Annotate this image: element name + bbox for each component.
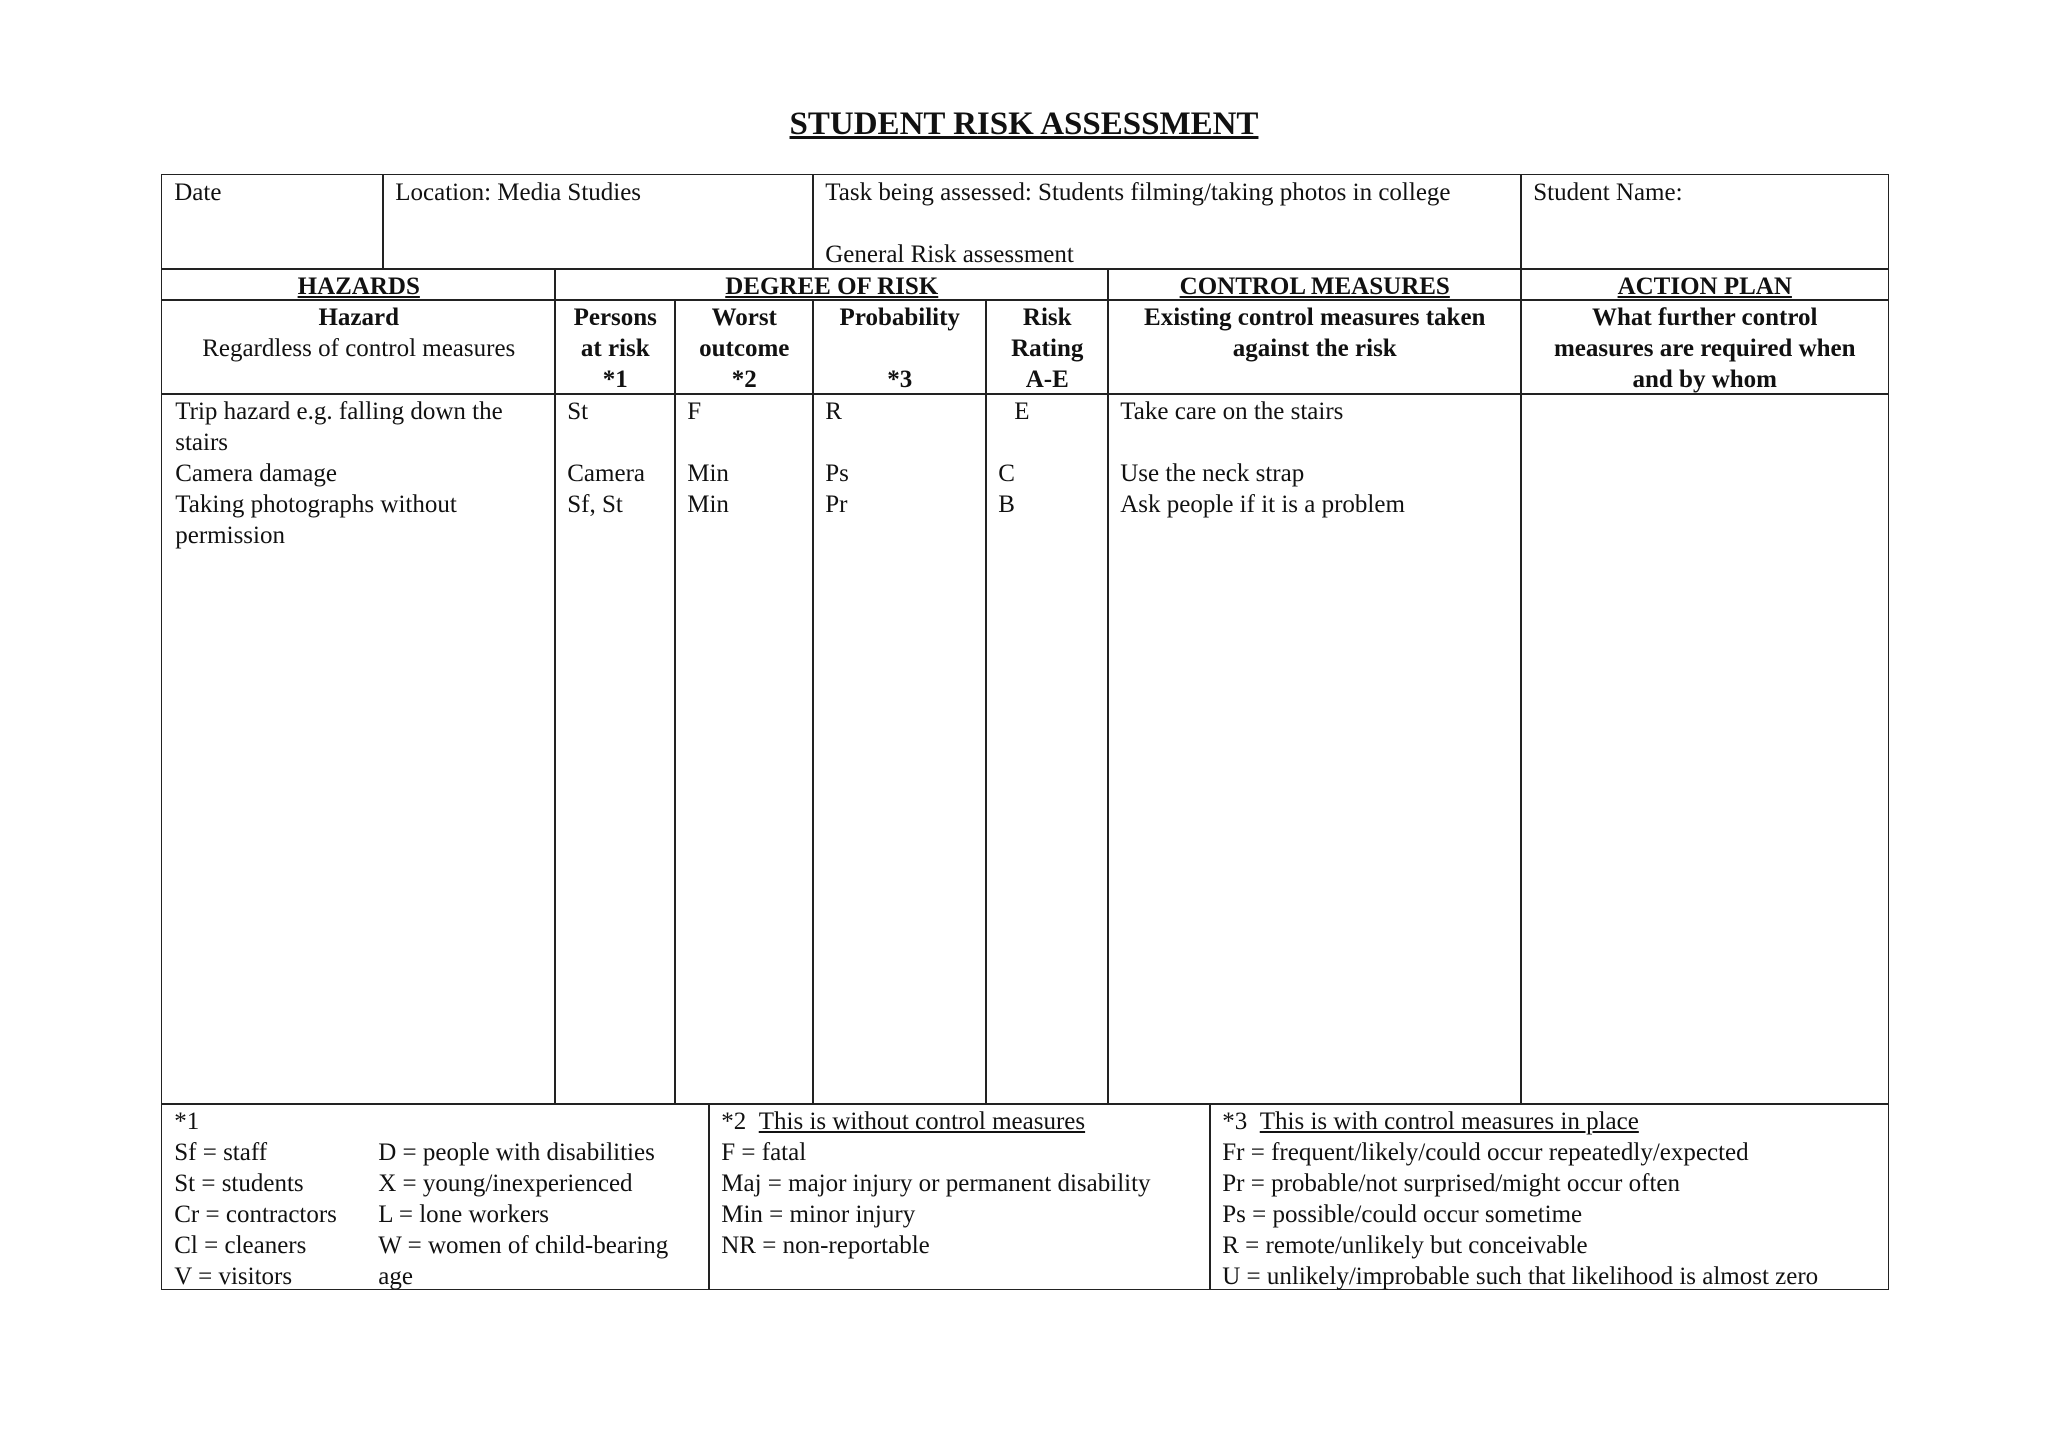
col-hazard-sub: Regardless of control measures: [202, 335, 516, 363]
legend1-value: W = women of child-bearing: [378, 1232, 669, 1260]
col-hazard-title: Hazard: [318, 304, 400, 332]
page-title: STUDENT RISK ASSESSMENT: [789, 106, 1259, 142]
student-name-cell: [1520, 174, 1889, 270]
legend3-item: U = unlikely/improbable such that likelihood is almost zero: [1222, 1263, 1819, 1291]
worst-row-1: F: [687, 398, 702, 426]
legend-persons: [161, 1103, 710, 1290]
control-row-1: Take care on the stairs: [1120, 398, 1344, 426]
body-rating: [985, 393, 1109, 1105]
col-worst-2: outcome: [699, 335, 790, 363]
general-label: General Risk assessment: [825, 241, 1074, 269]
col-persons-3: *1: [602, 366, 628, 394]
section-degree: [554, 268, 1109, 301]
col-prob-1: Probability: [839, 304, 960, 332]
body-worst: [674, 393, 814, 1105]
section-hazards-label: HAZARDS: [297, 273, 420, 301]
legend1-key: Sf = staff: [174, 1139, 268, 1167]
legend2-num: *2: [721, 1108, 747, 1136]
body-control: [1107, 393, 1522, 1105]
legend1-key: Cr = contractors: [174, 1201, 337, 1229]
body-probability: [812, 393, 987, 1105]
col-worst-1: Worst: [711, 304, 777, 332]
legend1-value: X = young/inexperienced: [378, 1170, 633, 1198]
legend3-head: This is with control measures in place: [1259, 1108, 1639, 1136]
legend1-key: Cl = cleaners: [174, 1232, 307, 1260]
section-control: [1107, 268, 1522, 301]
legend1-item: [174, 1230, 697, 1261]
prob-row-2: Ps: [825, 460, 849, 488]
legend1-value: age: [378, 1263, 413, 1291]
legend1-key: V = visitors: [174, 1263, 293, 1291]
legend3-item: Pr = probable/not surprised/might occur often: [1222, 1170, 1681, 1198]
prob-row-3: Pr: [825, 491, 848, 519]
legend3-item: R = remote/unlikely but conceivable: [1222, 1232, 1588, 1260]
legend1-item: [174, 1137, 697, 1168]
col-further-label: What further control measures are required when and by whom: [1553, 304, 1856, 394]
prob-row-1: R: [825, 398, 842, 426]
legend-outcome: [708, 1103, 1211, 1290]
legend2-head-line: [721, 1106, 1198, 1137]
section-degree-label: DEGREE OF RISK: [725, 273, 939, 301]
worst-row-3: Min: [687, 491, 729, 519]
col-rating: [985, 299, 1109, 395]
rating-row-2: C: [998, 460, 1015, 488]
task-cell: [812, 174, 1522, 270]
legend1-head: *1: [174, 1108, 200, 1136]
col-prob-3: *3: [887, 366, 913, 394]
student-name-label: Student Name:: [1533, 179, 1683, 207]
location-label: Location: Media Studies: [395, 179, 642, 207]
col-hazard: [161, 299, 556, 395]
col-existing: [1107, 299, 1522, 395]
section-action: [1520, 268, 1889, 301]
col-further: [1520, 299, 1889, 395]
legend2-item: Maj = major injury or permanent disability: [721, 1170, 1151, 1198]
hazard-row-3: Taking photographs without permission: [175, 491, 457, 550]
col-persons-1: Persons: [573, 304, 657, 332]
risk-assessment-form: [162, 175, 1890, 1291]
section-action-label: ACTION PLAN: [1617, 273, 1792, 301]
date-cell: [161, 174, 384, 270]
legend1-value: D = people with disabilities: [378, 1139, 655, 1167]
legend3-num: *3: [1222, 1108, 1248, 1136]
legend2-item: NR = non-reportable: [721, 1232, 930, 1260]
persons-row-3: Sf, St: [567, 491, 623, 519]
worst-row-2: Min: [687, 460, 729, 488]
legend1-item: [174, 1261, 697, 1292]
hazard-row-1: Trip hazard e.g. falling down the stairs: [175, 398, 503, 457]
location-cell: [382, 174, 814, 270]
body-action-plan: [1520, 393, 1889, 1105]
rating-row-1: E: [1014, 398, 1030, 426]
section-hazards: [161, 268, 556, 301]
legend3-item: Fr = frequent/likely/could occur repeatedly/expected: [1222, 1139, 1749, 1167]
col-persons: [554, 299, 676, 395]
col-persons-2: at risk: [580, 335, 650, 363]
legend1-item: [174, 1168, 697, 1199]
body-hazards: [161, 393, 556, 1105]
legend1-value: L = lone workers: [378, 1201, 550, 1229]
legend-probability: [1209, 1103, 1889, 1290]
task-label: Task being assessed: Students filming/taking photos in college: [825, 179, 1451, 207]
persons-row-2: Camera: [567, 460, 645, 488]
col-rating-1: Risk: [1022, 304, 1072, 332]
col-rating-2: Rating: [1011, 335, 1084, 363]
col-probability: [812, 299, 987, 395]
legend3-head-line: [1222, 1106, 1876, 1137]
col-existing-label: Existing control measures taken against the risk: [1144, 304, 1486, 363]
date-label: Date: [174, 179, 222, 207]
legend2-item: F = fatal: [721, 1139, 807, 1167]
col-worst-3: *2: [731, 366, 757, 394]
col-rating-3: A-E: [1025, 366, 1069, 394]
hazard-row-2: Camera damage: [175, 460, 337, 488]
col-worst: [674, 299, 814, 395]
persons-row-1: St: [567, 398, 589, 426]
rating-row-3: B: [998, 491, 1015, 519]
legend1-key: St = students: [174, 1170, 304, 1198]
legend1-item: [174, 1199, 697, 1230]
body-persons: [554, 393, 676, 1105]
legend2-head: This is without control measures: [758, 1108, 1086, 1136]
control-row-3: Ask people if it is a problem: [1120, 491, 1405, 519]
legend2-item: Min = minor injury: [721, 1201, 916, 1229]
legend3-item: Ps = possible/could occur sometime: [1222, 1201, 1583, 1229]
section-control-label: CONTROL MEASURES: [1179, 273, 1450, 301]
control-row-2: Use the neck strap: [1120, 460, 1305, 488]
